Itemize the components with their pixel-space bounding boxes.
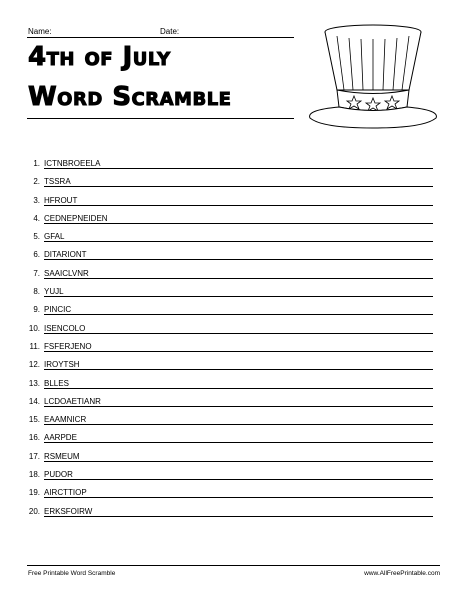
item-number: 17. (28, 451, 40, 461)
item-number: 16. (28, 433, 40, 443)
answer-line[interactable] (44, 314, 433, 315)
scrambled-word: ICTNBROEELA (44, 159, 103, 168)
answer-line[interactable] (44, 406, 433, 407)
scrambled-word: PUDOR (44, 470, 76, 479)
answer-line[interactable] (44, 168, 433, 169)
title-line-2: Word Scramble (28, 82, 232, 112)
answer-line[interactable] (44, 388, 433, 389)
item-number: 8. (33, 287, 40, 297)
answer-line[interactable] (44, 461, 433, 462)
item-number: 7. (33, 268, 40, 278)
item-number: 20. (28, 506, 40, 516)
scrambled-word: BLLES (44, 379, 72, 388)
answer-line[interactable] (44, 296, 433, 297)
footer-left-text: Free Printable Word Scramble (28, 570, 116, 577)
scrambled-word: SAAICLVNR (44, 269, 92, 278)
footer-site-url[interactable]: www.AllFreePrintable.com (364, 570, 440, 577)
item-number: 2. (33, 177, 40, 187)
scrambled-word: LCDOAETIANR (44, 397, 104, 406)
list-item (28, 284, 433, 302)
date-label: Date: (160, 27, 180, 36)
scrambled-word: IROYTSH (44, 360, 83, 369)
scrambled-word: HFROUT (44, 196, 80, 205)
scrambled-word: DITARIONT (44, 250, 90, 259)
scrambled-word: ERKSFOIRW (44, 507, 95, 516)
title-line-1: 4th of July (28, 42, 171, 72)
list-item (28, 174, 433, 192)
name-label: Name: (28, 27, 52, 36)
answer-line[interactable] (44, 186, 433, 187)
item-number: 3. (33, 195, 40, 205)
list-item (28, 321, 433, 339)
list-item (28, 485, 433, 503)
item-number: 18. (28, 470, 40, 480)
answer-line[interactable] (44, 351, 433, 352)
word-list (28, 156, 433, 522)
list-item (28, 247, 433, 265)
list-item (28, 467, 433, 485)
scrambled-word: FSFERJENO (44, 342, 95, 351)
answer-line[interactable] (44, 241, 433, 242)
item-number: 4. (33, 213, 40, 223)
name-date-line (27, 37, 294, 38)
list-item (28, 394, 433, 412)
item-number: 6. (33, 250, 40, 260)
scrambled-word: AIRCTTIOP (44, 488, 90, 497)
scrambled-word: ISENCOLO (44, 324, 88, 333)
list-item (28, 302, 433, 320)
item-number: 11. (29, 341, 40, 351)
item-number: 1. (33, 159, 40, 168)
list-item (28, 156, 433, 174)
scrambled-word: CEDNEPNEIDEN (44, 214, 111, 223)
answer-line[interactable] (44, 205, 433, 206)
answer-line[interactable] (44, 424, 433, 425)
list-item (28, 357, 433, 375)
item-number: 10. (28, 323, 40, 333)
item-number: 19. (28, 488, 40, 498)
scrambled-word: YUJL (44, 287, 67, 296)
uncle-sam-hat-icon (302, 24, 452, 129)
answer-line[interactable] (44, 442, 433, 443)
item-number: 14. (28, 396, 40, 406)
item-number: 5. (33, 232, 40, 242)
scrambled-word: AARPDE (44, 433, 80, 442)
item-number: 13. (28, 378, 40, 388)
title-underline (27, 118, 294, 119)
list-item (28, 412, 433, 430)
answer-line[interactable] (44, 259, 433, 260)
item-number: 12. (28, 360, 40, 370)
item-number: 15. (28, 415, 40, 425)
list-item (28, 449, 433, 467)
list-item (28, 339, 433, 357)
footer-divider (27, 565, 440, 566)
answer-line[interactable] (44, 369, 433, 370)
answer-line[interactable] (44, 333, 433, 334)
scrambled-word: PINCIC (44, 305, 74, 314)
scrambled-word: RSMEUM (44, 452, 83, 461)
scrambled-word: EAAMNICR (44, 415, 89, 424)
list-item (28, 266, 433, 284)
list-item (28, 193, 433, 211)
answer-line[interactable] (44, 278, 433, 279)
answer-line[interactable] (44, 497, 433, 498)
list-item (28, 211, 433, 229)
answer-line[interactable] (44, 223, 433, 224)
list-item (28, 504, 433, 522)
list-item (28, 229, 433, 247)
list-item (28, 376, 433, 394)
list-item (28, 430, 433, 448)
scrambled-word: TSSRA (44, 177, 74, 186)
item-number: 9. (33, 305, 40, 315)
scrambled-word: GFAL (44, 232, 67, 241)
answer-line[interactable] (44, 479, 433, 480)
answer-line[interactable] (44, 516, 433, 517)
